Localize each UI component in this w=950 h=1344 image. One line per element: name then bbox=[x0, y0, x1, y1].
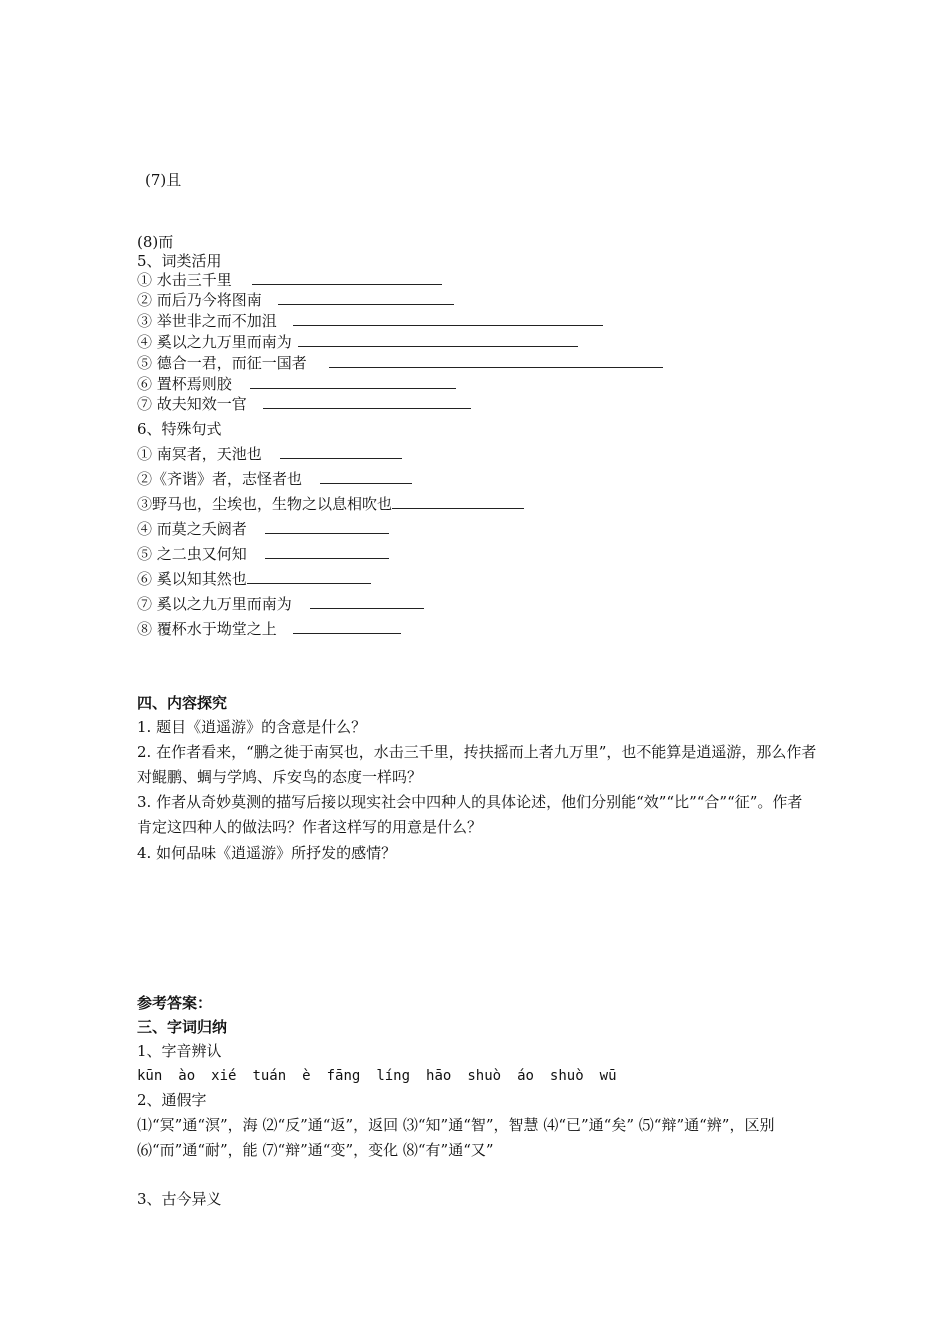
gujin-heading: 3、古今异义 bbox=[137, 1190, 222, 1208]
teshu-row-8: ⑧ 覆杯水于坳堂之上 bbox=[137, 619, 401, 639]
item-qie: (7)且 bbox=[145, 171, 182, 189]
teshu-row-2: ②《齐谐》者，志怪者也 bbox=[137, 469, 412, 489]
ziyin-heading: 1、字音辨认 bbox=[137, 1042, 222, 1060]
cilei-row-6: ⑥ 置杯焉则胶 bbox=[137, 374, 456, 394]
answer-blank[interactable] bbox=[250, 374, 456, 389]
answer-blank[interactable] bbox=[263, 394, 471, 409]
answer-blank[interactable] bbox=[265, 519, 389, 534]
cilei-row-1: ① 水击三千里 bbox=[137, 270, 442, 290]
tongjia-heading: 2、通假字 bbox=[137, 1091, 207, 1109]
answer-blank[interactable] bbox=[293, 619, 401, 634]
teshu-row-7: ⑦ 奚以之九万里而南为 bbox=[137, 594, 424, 614]
question-2: 2. 在作者看来，“鹏之徙于南冥也，水击三千里，抟扶摇而上者九万里”，也不能算是逍遥游，那么作者对鲲鹏、蜩与学鸠、斥安鸟的态度一样吗？ bbox=[137, 743, 817, 786]
neirong-heading: 四、内容探究 bbox=[137, 694, 228, 712]
teshu-row-3: ③野马也，尘埃也，生物之以息相吹也 bbox=[137, 494, 524, 514]
cilei-row-3: ③ 举世非之而不加沮 bbox=[137, 311, 603, 331]
answer-blank[interactable] bbox=[278, 290, 454, 305]
answer-blank[interactable] bbox=[320, 469, 412, 484]
question-1: 1. 题目《逍遥游》的含意是什么？ bbox=[137, 718, 367, 736]
item-er: (8)而 bbox=[137, 233, 174, 251]
cilei-row-4: ④ 奚以之九万里而南为 bbox=[137, 332, 578, 352]
answer-blank[interactable] bbox=[310, 594, 424, 609]
answer-blank[interactable] bbox=[280, 444, 402, 459]
answer-blank[interactable] bbox=[252, 270, 442, 285]
teshu-heading: 6、特殊句式 bbox=[137, 420, 222, 438]
teshu-row-4: ④ 而莫之夭阏者 bbox=[137, 519, 389, 539]
tongjia-text: ⑴“冥”通“溟”，海 ⑵“反”通“返”，返回 ⑶“知”通“智”，智慧 ⑷“已”通“矣” ⑸“辩”通“辨”，区别 ⑹“而”通“耐”，能 ⑺“辩”通“变”，变化 ⑻“有”通“又” bbox=[137, 1116, 775, 1159]
answers-heading: 参考答案： bbox=[137, 994, 213, 1012]
answer-blank[interactable] bbox=[392, 494, 524, 509]
teshu-row-5: ⑤ 之二虫又何知 bbox=[137, 544, 389, 564]
cilei-row-7: ⑦ 故夫知效一官 bbox=[137, 394, 471, 414]
cilei-row-2: ② 而后乃今将图南 bbox=[137, 290, 454, 310]
answer-blank[interactable] bbox=[329, 353, 663, 368]
teshu-row-6: ⑥ 奚以知其然也 bbox=[137, 569, 371, 589]
answer-blank[interactable] bbox=[293, 311, 603, 326]
cilei-row-5: ⑤ 德合一君，而征一国者 bbox=[137, 353, 663, 373]
cilei-heading: 5、词类活用 bbox=[137, 252, 222, 270]
answer-blank[interactable] bbox=[265, 544, 389, 559]
question-4: 4. 如何品味《逍遥游》所抒发的感情？ bbox=[137, 844, 397, 862]
question-3: 3. 作者从奇妙莫测的描写后接以现实社会中四种人的具体论述，他们分别能“效”“比”“合”“征”。作者肯定这四种人的做法吗？作者这样写的用意是什么？ bbox=[137, 793, 803, 836]
answer-blank[interactable] bbox=[298, 332, 578, 347]
answer-blank[interactable] bbox=[247, 569, 371, 584]
answers-section: 三、字词归纳 bbox=[137, 1018, 228, 1036]
teshu-row-1: ① 南冥者，天池也 bbox=[137, 444, 402, 464]
pinyin-row: kūn ào xié tuán è fāng líng hāo shuò áo shuò wū bbox=[137, 1068, 617, 1084]
